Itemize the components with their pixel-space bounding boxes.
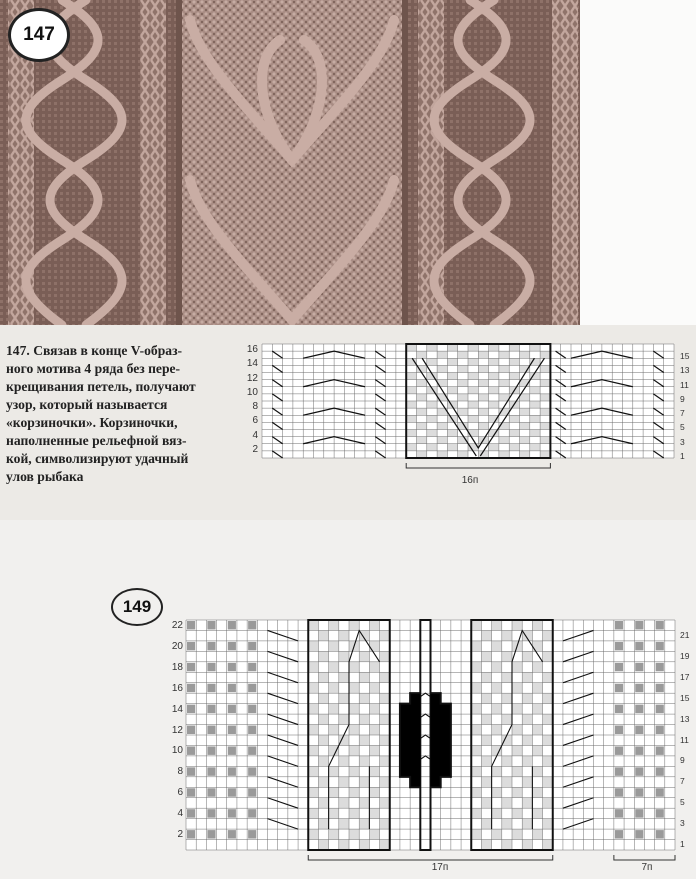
row-number-odd: 3 [680,818,685,829]
row-number-even: 10 [246,386,258,398]
description-line: крещивания петель, получают [6,379,196,394]
row-number-odd: 5 [680,422,685,433]
row-number-even: 14 [171,703,183,715]
row-number-even: 16 [246,344,258,355]
description-line: ного мотива 4 ряда без пере- [6,361,181,376]
row-number-odd: 3 [680,436,685,447]
row-number-even: 22 [171,620,183,631]
knitting-photo [0,0,580,325]
row-number-odd: 17 [680,671,690,682]
description-line: улов рыбака [6,469,84,484]
row-number-odd: 15 [680,692,690,703]
grid-lines [262,344,674,458]
pattern-147-width-label: 16п [461,475,479,486]
row-number-odd: 7 [680,776,685,787]
row-number-even: 8 [177,766,183,778]
description-line: 147. Связав в конце V-образ- [6,343,183,358]
row-number-even: 6 [252,415,258,427]
row-number-even: 20 [171,640,183,652]
pattern-149-chart [186,620,675,850]
row-number-even: 12 [171,724,183,736]
row-number-even: 2 [252,443,258,455]
row-number-odd: 19 [680,650,690,661]
row-number-even: 4 [252,429,258,441]
row-number-even: 6 [177,787,183,799]
pattern-147-description [6,342,246,486]
description-line: узор, который называется [6,397,168,412]
row-number-even: 10 [171,745,183,757]
row-number-odd: 11 [680,379,689,390]
row-number-even: 2 [177,829,183,840]
row-number-even: 4 [177,808,183,820]
row-number-odd: 7 [680,408,685,418]
row-number-odd: 21 [680,630,690,640]
pattern-149-badge: 149 [111,588,163,626]
row-number-even: 18 [171,661,183,673]
pattern-147-chart [262,344,674,458]
pattern-147-badge: 147 [8,8,70,62]
row-number-odd: 1 [680,450,685,461]
description-line: кой, символизируют удачный [6,451,189,466]
row-number-odd: 9 [680,755,685,766]
description-line: «корзиночки». Корзиночки, [6,415,178,430]
row-number-even: 16 [171,682,183,694]
row-number-odd: 11 [680,734,689,745]
page-margin [580,0,696,325]
row-number-odd: 13 [680,365,690,376]
row-number-even: 8 [252,401,258,412]
row-number-even: 12 [246,372,258,384]
row-number-odd: 1 [680,839,685,849]
description-line: наполненные рельефной вяз- [6,433,187,448]
pattern-149-width-label-main: 17п [431,862,449,873]
row-number-odd: 15 [680,351,690,361]
pattern-149-grid [186,620,675,850]
pattern-147-grid [262,344,674,458]
row-number-even: 14 [246,358,258,370]
pattern-149-width-label-side: 7п [641,862,653,873]
row-number-odd: 9 [680,393,685,404]
row-number-odd: 5 [680,797,685,808]
row-number-odd: 13 [680,713,690,724]
